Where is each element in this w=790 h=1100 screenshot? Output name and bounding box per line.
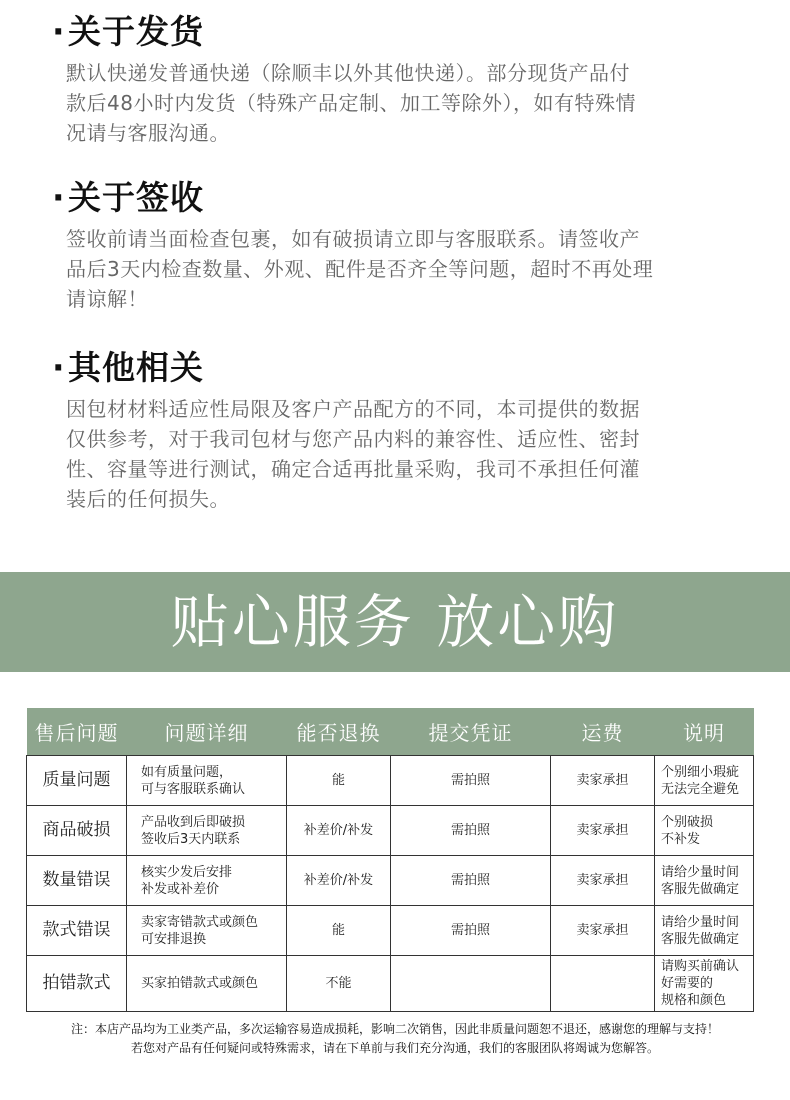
cell-note: 个别破损 不补发 [655,806,754,856]
body-line: 默认快递发普通快递（除顺丰以外其他快递）。部分现货产品付 [66,61,630,85]
section-title-other: ·其他相关 [52,348,204,387]
cell-detail: 如有质量问题， 可与客服联系确认 [127,756,287,806]
cell-detail: 买家拍错款式或颜色 [127,956,287,1012]
cell-returnable: 不能 [287,956,391,1012]
table-row [27,906,754,956]
cell-proof: 需拍照 [391,856,551,906]
note-line: 注：本店产品均为工业类产品，多次运输容易造成损耗，影响二次销售，因此非质量问题恕不退还，感谢您的理解与支持！ [70,1022,719,1036]
cell-proof: 需拍照 [391,806,551,856]
footer-notes [0,1020,790,1058]
header-returnable: 能否退换 [287,708,391,756]
table-row [27,806,754,856]
section-title-shipping: ·关于发货 [52,12,204,51]
cell-proof [391,956,551,1012]
after-sales-table [26,708,754,1012]
header-shipping: 运费 [551,708,655,756]
cell-issue: 数量错误 [27,856,127,906]
cell-returnable: 补差价/补发 [287,856,391,906]
cell-note: 请购买前确认 好需要的 规格和颜色 [655,956,754,1012]
body-line: 仅供参考，对于我司包材与您产品内料的兼容性、适应性、密封 [66,427,640,451]
cell-shipping: 卖家承担 [551,806,655,856]
header-issue: 售后问题 [27,708,127,756]
table-header-row [27,708,754,756]
cell-detail: 卖家寄错款式或颜色 可安排退换 [127,906,287,956]
cell-detail: 核实少发后安排 补发或补差价 [127,856,287,906]
cell-proof: 需拍照 [391,756,551,806]
body-line: 请谅解！ [66,287,148,311]
body-line: 性、容量等进行测试，确定合适再批量采购，我司不承担任何灌 [66,457,640,481]
cell-returnable: 能 [287,756,391,806]
table-row [27,956,754,1012]
body-line: 签收前请当面检查包裹，如有破损请立即与客服联系。请签收产 [66,227,640,251]
service-banner: 贴心服务 放心购 [0,572,790,672]
section-body-shipping [66,58,756,148]
cell-shipping: 卖家承担 [551,756,655,806]
cell-returnable: 能 [287,906,391,956]
cell-note: 请给少量时间 客服先做确定 [655,906,754,956]
section-body-other [66,394,756,514]
cell-detail: 产品收到后即破损 签收后3天内联系 [127,806,287,856]
cell-issue: 款式错误 [27,906,127,956]
table-row [27,756,754,806]
header-note: 说明 [655,708,754,756]
cell-shipping: 卖家承担 [551,906,655,956]
header-detail: 问题详细 [127,708,287,756]
cell-issue: 质量问题 [27,756,127,806]
body-line: 品后3天内检查数量、外观、配件是否齐全等问题，超时不再处理 [66,257,654,281]
body-line: 款后48小时内发货（特殊产品定制、加工等除外），如有特殊情 [66,91,636,115]
body-line: 装后的任何损失。 [66,487,230,511]
cell-proof: 需拍照 [391,906,551,956]
cell-returnable: 补差价/补发 [287,806,391,856]
body-line: 因包材材料适应性局限及客户产品配方的不同，本司提供的数据 [66,397,640,421]
body-line: 况请与客服沟通。 [66,121,230,145]
cell-note: 个别细小瑕疵 无法完全避免 [655,756,754,806]
cell-shipping [551,956,655,1012]
cell-note: 请给少量时间 客服先做确定 [655,856,754,906]
header-proof: 提交凭证 [391,708,551,756]
cell-issue: 拍错款式 [27,956,127,1012]
note-line: 若您对产品有任何疑问或特殊需求，请在下单前与我们充分沟通，我们的客服团队将竭诚为您解答。 [130,1041,659,1055]
section-body-receipt [66,224,756,314]
cell-issue: 商品破损 [27,806,127,856]
section-title-receipt: ·关于签收 [52,178,204,217]
table-row [27,856,754,906]
cell-shipping: 卖家承担 [551,856,655,906]
